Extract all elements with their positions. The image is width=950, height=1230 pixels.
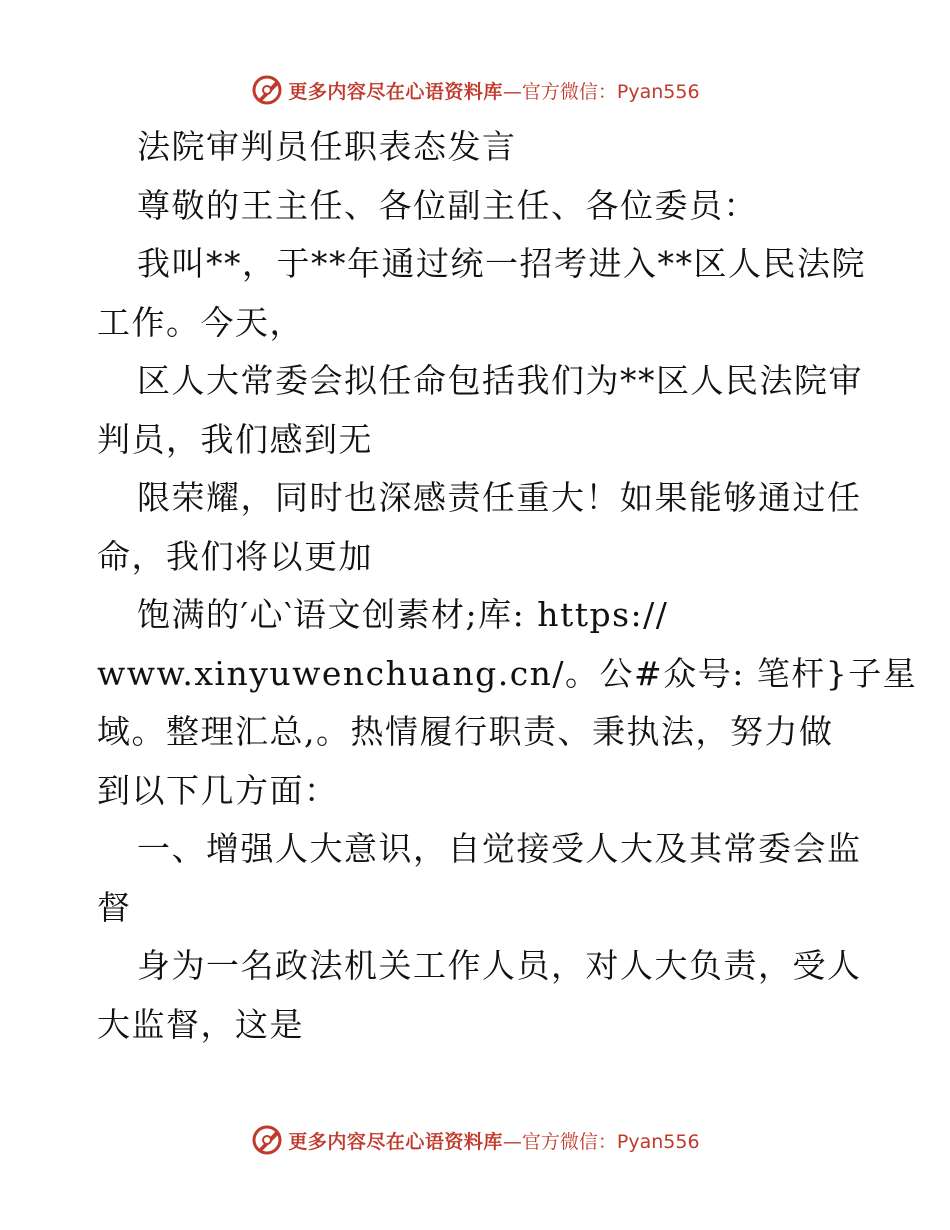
text-line: 饱满的′心‵语文创素材;库: https:// [137,595,669,634]
footer-banner [0,1120,950,1160]
pen-logo-icon [250,73,284,107]
text-line: 限荣耀，同时也深感责任重大！如果能够通过任 [137,478,862,517]
section-heading-continued: 督 [97,887,132,927]
text-line: 大监督，这是 [97,1004,304,1044]
text-line: www.xinyuwenchuang.cn/。公#众号: 笔杆}子星 [97,653,918,693]
document-body [97,118,918,1054]
banner-contact-text: —官方微信：Pyan556 [502,80,700,103]
text-line: 域。整理汇总,。热情履行职责、秉执法，努力做 [97,712,834,751]
section-heading: 一、增强人大意识，自觉接受人大及其常委会监 [137,829,862,868]
text-line: 尊敬的王主任、各位副主任、各位委员： [137,185,758,225]
text-line: 工作。今天， [97,302,304,342]
header-banner [0,70,950,110]
text-line: 我叫**，于**年通过统一招考进入**区人民法院 [137,244,866,283]
text-line: 身为一名政法机关工作人员，对人大负责，受人 [137,946,862,985]
banner-brand-text: 更多内容尽在心语资料库 [288,80,503,103]
banner-contact-text: —官方微信：Pyan556 [502,1130,700,1153]
pen-logo-icon [250,1123,284,1157]
banner-brand-text: 更多内容尽在心语资料库 [288,1130,503,1153]
text-line: 命，我们将以更加 [97,536,373,576]
text-line: 判员，我们感到无 [97,419,373,459]
text-line: 区人大常委会拟任命包括我们为**区人民法院审 [137,361,863,400]
text-line: 到以下几方面： [97,770,339,810]
document-title: 法院审判员任职表态发言 [137,127,517,166]
